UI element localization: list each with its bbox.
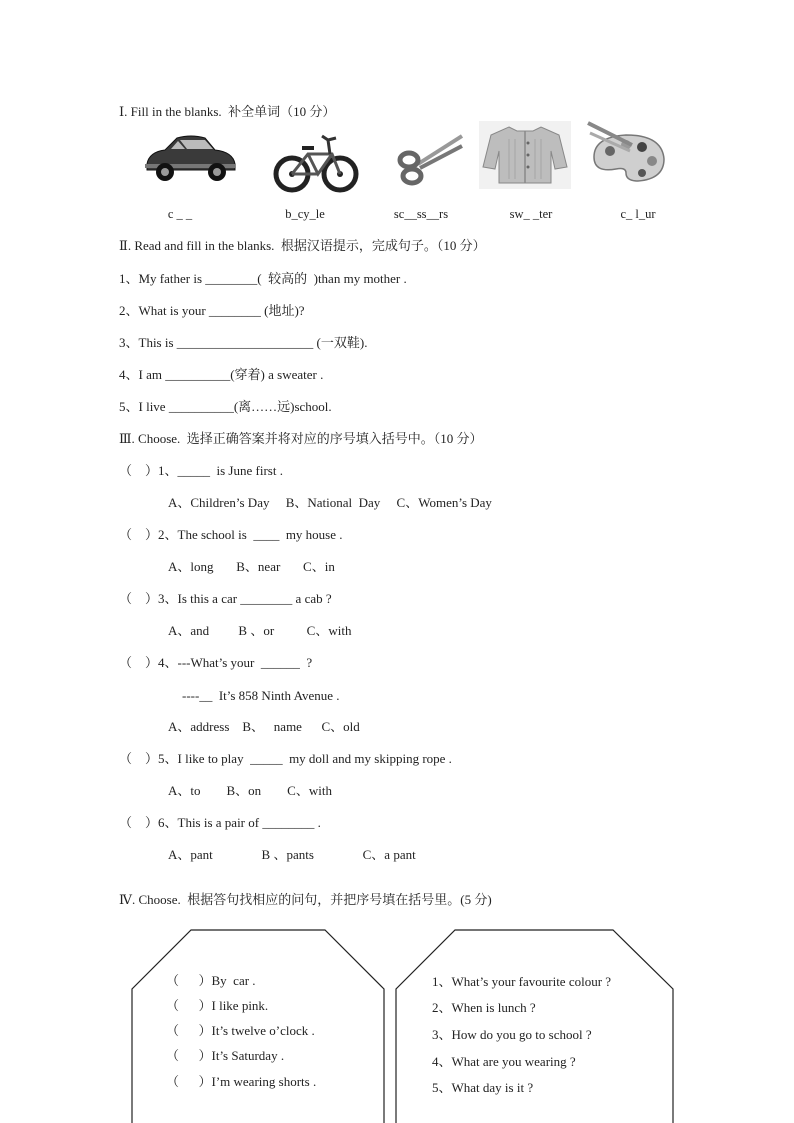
s3-question-3: （ ）3、Is this a car ________ a cab ? xyxy=(119,591,332,606)
s4-question-4: 4、What are you wearing ? xyxy=(432,1054,576,1069)
car-icon xyxy=(141,130,239,186)
scissors-icon xyxy=(396,130,466,186)
section4-heading: Ⅳ. Choose. 根据答句找相应的问句，并把序号填在括号里。(5 分) xyxy=(119,892,492,907)
bicycle-icon xyxy=(272,128,360,196)
s4-question-5: 5、What day is it ? xyxy=(432,1080,534,1095)
s3-options-3: A、and B 、or C、with xyxy=(168,623,352,638)
s2-item-1: 1、My father is ________( 较高的 )than my mother . xyxy=(119,271,407,286)
section1-heading: Ⅰ. Fill in the blanks. 补全单词（10 分） xyxy=(119,104,336,119)
s3-question-5: （ ）5、I like to play _____ my doll and my skipping rope . xyxy=(119,751,452,766)
s3-options-5: A、to B、on C、with xyxy=(168,783,332,798)
caption-bicycle: b_cy_le xyxy=(285,207,325,221)
s3-question-6: （ ）6、This is a pair of ________ . xyxy=(119,815,321,830)
section3-heading: Ⅲ. Choose. 选择正确答案并将对应的序号填入括号中。（10 分） xyxy=(119,431,483,446)
s3-question-2: （ ）2、The school is ____ my house . xyxy=(119,527,343,542)
caption-sweater: sw_ _ter xyxy=(509,207,553,221)
caption-palette: c_ l_ur xyxy=(620,207,656,221)
s4-answer-3: （ ）It’s twelve o’clock . xyxy=(166,1023,315,1038)
palette-icon xyxy=(586,121,670,189)
s2-item-4: 4、I am __________(穿着) a sweater . xyxy=(119,367,324,382)
sweater-icon xyxy=(479,121,571,189)
caption-car: c _ _ xyxy=(167,207,193,221)
s4-question-1: 1、What’s your favourite colour ? xyxy=(432,974,612,989)
s4-answer-4: （ ）It’s Saturday . xyxy=(166,1048,285,1063)
s3-answer-4: ----__ It’s 858 Ninth Avenue . xyxy=(182,688,340,703)
s3-options-6: A、pant B 、pants C、a pant xyxy=(168,847,416,862)
s2-item-5: 5、I live __________(离……远)school. xyxy=(119,399,332,414)
s3-options-4: A、address B、 name C、old xyxy=(168,719,360,734)
s4-answer-5: （ ）I’m wearing shorts . xyxy=(166,1074,317,1089)
s4-answer-2: （ ）I like pink. xyxy=(166,998,269,1013)
s3-options-1: A、Children’s Day B、National Day C、Women’s Day xyxy=(168,495,492,510)
s4-answer-1: （ ）By car . xyxy=(166,973,256,988)
s2-item-2: 2、What is your ________ (地址)? xyxy=(119,303,305,318)
s3-question-4: （ ）4、---What’s your ______ ? xyxy=(119,655,313,670)
s4-question-3: 3、How do you go to school ? xyxy=(432,1027,592,1042)
s3-question-1: （ ）1、_____ is June first . xyxy=(119,463,283,478)
section2-heading: Ⅱ. Read and fill in the blanks. 根据汉语提示，完成句子。（10 分） xyxy=(119,238,486,253)
s2-item-3: 3、This is _____________________ (一双鞋). xyxy=(119,335,368,350)
caption-scissors: sc__ss__rs xyxy=(393,207,449,221)
s3-options-2: A、long B、near C、in xyxy=(168,559,335,574)
s4-question-2: 2、When is lunch ? xyxy=(432,1000,536,1015)
